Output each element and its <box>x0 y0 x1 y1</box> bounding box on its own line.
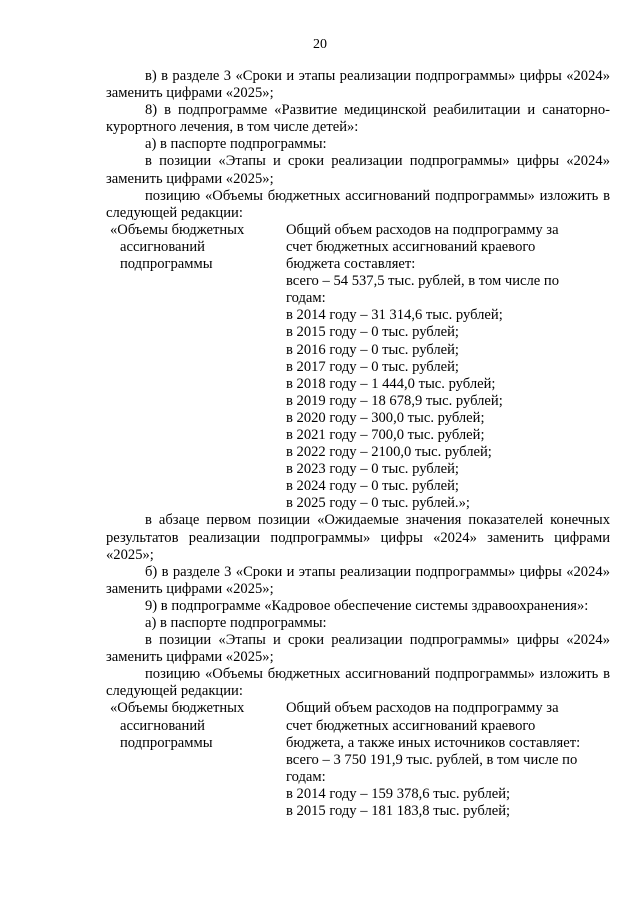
table-value-line: всего – 3 750 191,9 тыс. рублей, в том числе по <box>286 751 578 768</box>
table-value-line: в 2014 году – 31 314,6 тыс. рублей; <box>286 307 503 324</box>
table-value-line: Общий объем расходов на подпрограмму за <box>286 221 559 238</box>
table-value-line: всего – 54 537,5 тыс. рублей, в том числе по <box>286 273 560 290</box>
table-label-line: подпрограммы <box>120 734 213 751</box>
budget-table-1-value <box>286 222 610 513</box>
budget-table-2 <box>106 700 610 820</box>
table-value-line: в 2024 году – 0 тыс. рублей; <box>286 478 459 495</box>
paragraph: а) в паспорте подпрограммы: <box>145 615 327 631</box>
paragraph: б) в разделе 3 «Сроки и этапы реализации подпрограммы» цифры «2024» заменить цифрами «2025»; <box>106 563 610 597</box>
table-value-line: в 2017 году – 0 тыс. рублей; <box>286 358 459 375</box>
table-value-line: в 2020 году – 300,0 тыс. рублей; <box>286 409 485 426</box>
table-value-line: Общий объем расходов на подпрограмму за <box>286 700 559 717</box>
table-label-line: ассигнований <box>120 238 205 255</box>
table-value-line: в 2021 году – 700,0 тыс. рублей; <box>286 426 485 443</box>
paragraph: в позиции «Этапы и сроки реализации подпрограммы» цифры «2024» заменить цифрами «2025»; <box>106 632 610 666</box>
paragraph: в абзаце первом позиции «Ожидаемые значения показателей конечных результатов реализации подпрограммы» цифры «2024» заменить цифрами «2025»; <box>106 512 610 563</box>
paragraph-group-1 <box>106 68 610 222</box>
table-value-line: в 2016 году – 0 тыс. рублей; <box>286 341 459 358</box>
paragraph: в позиции «Этапы и сроки реализации подпрограммы» цифры «2024» заменить цифрами «2025»; <box>106 153 610 187</box>
table-value-line: в 2022 году – 2100,0 тыс. рублей; <box>286 444 492 461</box>
budget-table-2-value <box>286 700 610 820</box>
table-label-line: «Объемы бюджетных <box>110 221 245 238</box>
budget-table-1-label <box>106 222 286 513</box>
table-value-line: в 2019 году – 18 678,9 тыс. рублей; <box>286 392 503 409</box>
table-label-line: подпрограммы <box>120 256 213 273</box>
document-body <box>106 68 610 820</box>
table-value-line: в 2025 году – 0 тыс. рублей.»; <box>286 495 470 512</box>
table-value-line: годам: <box>286 290 326 307</box>
paragraph: 9) в подпрограмме «Кадровое обеспечение системы здравоохранения»: <box>145 597 589 614</box>
table-value-line: годам: <box>286 768 326 785</box>
paragraph: позицию «Объемы бюджетных ассигнований подпрограммы» изложить в следующей редакции: <box>106 666 610 700</box>
paragraph: а) в паспорте подпрограммы: <box>145 136 327 153</box>
table-value-line: в 2015 году – 0 тыс. рублей; <box>286 324 459 341</box>
table-value-line: в 2015 году – 181 183,8 тыс. рублей; <box>286 803 511 820</box>
budget-table-2-label <box>106 700 286 820</box>
table-value-line: счет бюджетных ассигнований краевого <box>286 717 536 734</box>
paragraph: в) в разделе 3 «Сроки и этапы реализации подпрограммы» цифры «2024» заменить цифрами «2025»; <box>106 68 610 102</box>
table-label-line: ассигнований <box>120 717 205 734</box>
table-value-line: в 2023 году – 0 тыс. рублей; <box>286 461 459 478</box>
table-value-line: бюджета, а также иных источников составляет: <box>286 734 581 751</box>
table-value-line: счет бюджетных ассигнований краевого <box>286 238 536 255</box>
table-value-line: бюджета составляет: <box>286 256 416 273</box>
budget-table-1 <box>106 222 610 513</box>
table-value-line: в 2014 году – 159 378,6 тыс. рублей; <box>286 785 511 802</box>
paragraph: 8) в подпрограмме «Развитие медицинской реабилитации и санаторно-курортного лечения, в том числе детей»: <box>106 102 610 136</box>
page-number: 20 <box>313 37 327 52</box>
table-label-line: «Объемы бюджетных <box>110 700 245 717</box>
table-value-line: в 2018 году – 1 444,0 тыс. рублей; <box>286 375 496 392</box>
paragraph: позицию «Объемы бюджетных ассигнований подпрограммы» изложить в следующей редакции: <box>106 187 610 221</box>
paragraph-group-2 <box>106 512 610 700</box>
